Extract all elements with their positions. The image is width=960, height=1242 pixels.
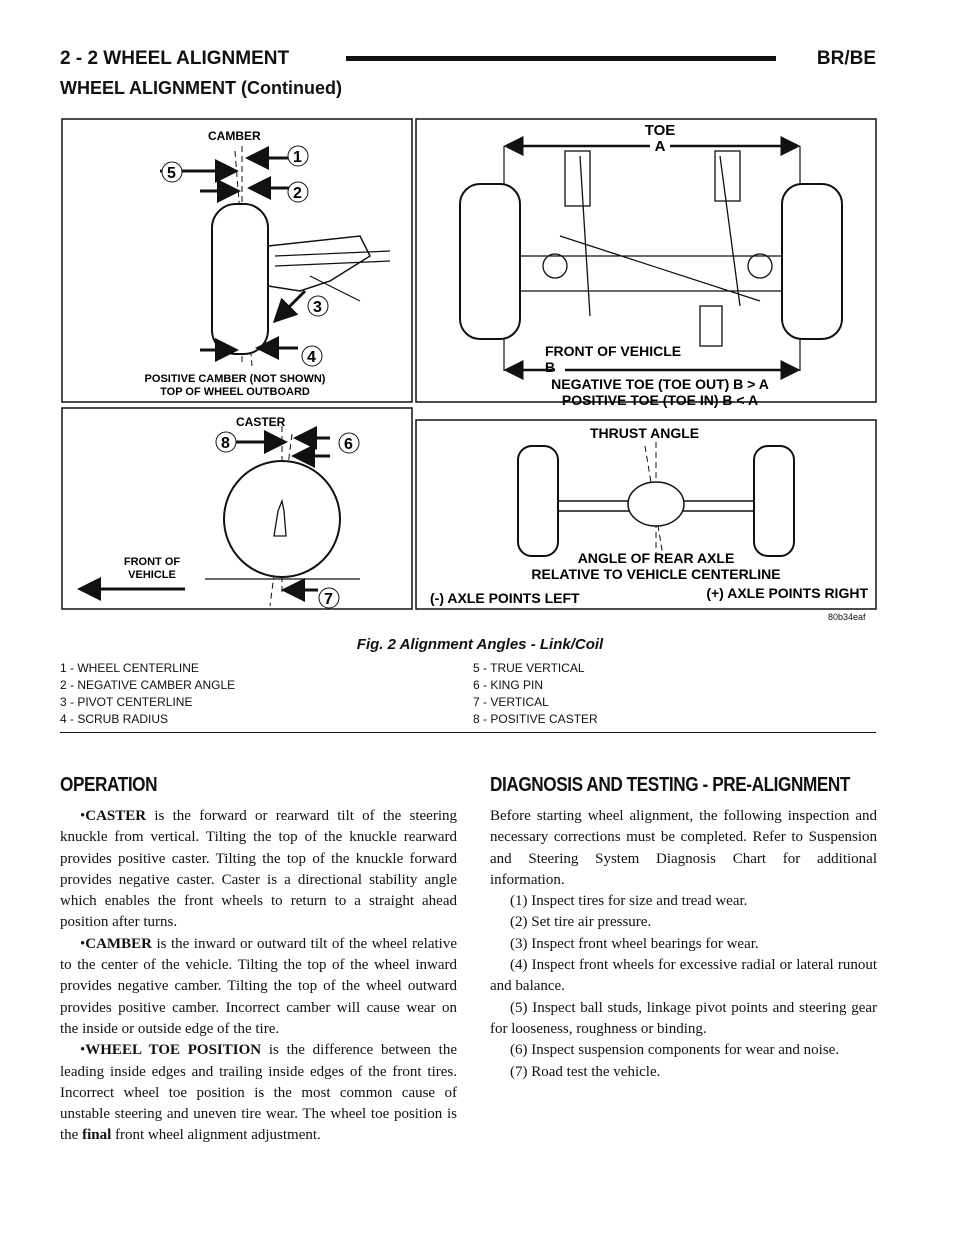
callout-4-label: 4	[307, 349, 316, 366]
toe-b-label: B	[545, 359, 556, 375]
legend-item: 4 - SCRUB RADIUS	[60, 712, 169, 726]
camber-note-1: POSITIVE CAMBER (NOT SHOWN)	[144, 373, 326, 385]
model-code: BR/BE	[816, 48, 876, 69]
callout-5-label: 5	[167, 165, 176, 182]
callout-3-label: 3	[313, 299, 322, 316]
legend-item: 3 - PIVOT CENTERLINE	[60, 695, 193, 709]
legend-item: 6 - KING PIN	[473, 678, 544, 692]
caster-front-2: VEHICLE	[128, 569, 176, 581]
toe-a-label: A	[654, 138, 666, 155]
diagnosis-step: (5) Inspect ball studs, linkage pivot points and steering gear for looseness, roughness or binding.	[490, 999, 877, 1037]
diagnosis-step: (6) Inspect suspension components for wear and noise.	[510, 1042, 840, 1059]
caster-front-1: FRONT OF	[123, 556, 181, 568]
header-rule	[346, 56, 776, 61]
diagnosis-step: (4) Inspect front wheels for excessive radial or lateral runout and balance.	[490, 957, 877, 995]
thrust-left: (-) AXLE POINTS LEFT	[430, 590, 580, 606]
callout-8-label: 8	[221, 435, 230, 452]
diagnosis-step: (7) Road test the vehicle.	[510, 1063, 661, 1080]
thrust-left-tire	[518, 446, 558, 556]
legend-item: 5 - TRUE VERTICAL	[473, 661, 585, 675]
callout-1-label: 1	[293, 149, 302, 166]
toe-positive: POSITIVE TOE (TOE IN) B < A	[561, 392, 759, 408]
toe-left-tire	[460, 184, 520, 339]
diagnosis-step: (2) Set tire air pressure.	[510, 914, 652, 931]
legend-item: 8 - POSITIVE CASTER	[473, 712, 598, 726]
operation-item: •CASTER is the forward or rearward tilt of the steering knuckle from vertical. Tilting the top of the knuckle rearward provides positive caster. Tilting the top of the knuckle forward provides negative caster. Caster is a directional stability angle which enables the front wheels to return to a straight ahead position after turns.	[60, 808, 457, 931]
operation-heading: OPERATION	[60, 774, 158, 796]
caster-wheel	[224, 461, 340, 577]
diagnosis-text	[490, 806, 877, 1083]
operation-item: •WHEEL TOE POSITION is the difference between the leading inside edges and trailing inside edges of the front tires. Incorrect wheel toe position is the most common cause of unstable steering and uneven tire wear. The wheel toe position is the final front wheel alignment adjustment.	[60, 1042, 457, 1144]
callout-6-label: 6	[344, 436, 353, 453]
toe-front-label: FRONT OF VEHICLE	[545, 343, 682, 359]
thrust-line-1: ANGLE OF REAR AXLE	[577, 550, 735, 566]
operation-text	[60, 806, 457, 1147]
diagnosis-heading: DIAGNOSIS AND TESTING - PRE-ALIGNMENT	[490, 774, 850, 796]
term: WHEEL TOE POSITION	[85, 1042, 262, 1059]
thrust-line-2: RELATIVE TO VEHICLE CENTERLINE	[531, 566, 781, 582]
diagnosis-step: (3) Inspect front wheel bearings for wear.	[510, 935, 759, 952]
camber-title: CAMBER	[208, 129, 261, 143]
callout-7-label: 7	[324, 591, 333, 608]
legend-rule	[60, 732, 876, 733]
toe-title: TOE	[644, 122, 676, 139]
callout-2-label: 2	[293, 185, 302, 202]
legend-item: 7 - VERTICAL	[473, 695, 549, 709]
figure-caption: Fig. 2 Alignment Angles - Link/Coil	[356, 636, 604, 653]
thrust-title: THRUST ANGLE	[590, 425, 700, 441]
legend-item: 2 - NEGATIVE CAMBER ANGLE	[60, 678, 236, 692]
diagnosis-step: (1) Inspect tires for size and tread wear.	[510, 893, 748, 910]
toe-right-tire	[782, 184, 842, 339]
page-header	[60, 48, 876, 72]
camber-tire	[212, 204, 268, 354]
page-number: 2 - 2 WHEEL ALIGNMENT	[60, 48, 290, 69]
legend-item: 1 - WHEEL CENTERLINE	[60, 661, 199, 675]
camber-note-2: TOP OF WHEEL OUTBOARD	[160, 386, 310, 398]
caster-title: CASTER	[236, 415, 286, 429]
figure-id: 80b34eaf	[828, 612, 866, 622]
toe-negative: NEGATIVE TOE (TOE OUT) B > A	[551, 376, 769, 392]
thrust-right: (+) AXLE POINTS RIGHT	[706, 585, 868, 601]
term: CAMBER	[85, 935, 152, 952]
operation-item: •CAMBER is the inward or outward tilt of the wheel relative to the center of the vehicle. Tilting the top of the wheel inward provides negative camber. Tilting the top of the wheel outward provides positive camber. Incorrect camber will cause wear on the inside or outside edge of the tire.	[60, 935, 457, 1037]
thrust-right-tire	[754, 446, 794, 556]
term: CASTER	[85, 808, 147, 824]
diagnosis-intro: Before starting wheel alignment, the following inspection and necessary corrections must be completed. Refer to Suspension and Steering System Diagnosis Chart for additional information.	[490, 808, 877, 888]
continued-title: WHEEL ALIGNMENT (Continued)	[60, 78, 342, 98]
alignment-figure	[60, 116, 878, 612]
